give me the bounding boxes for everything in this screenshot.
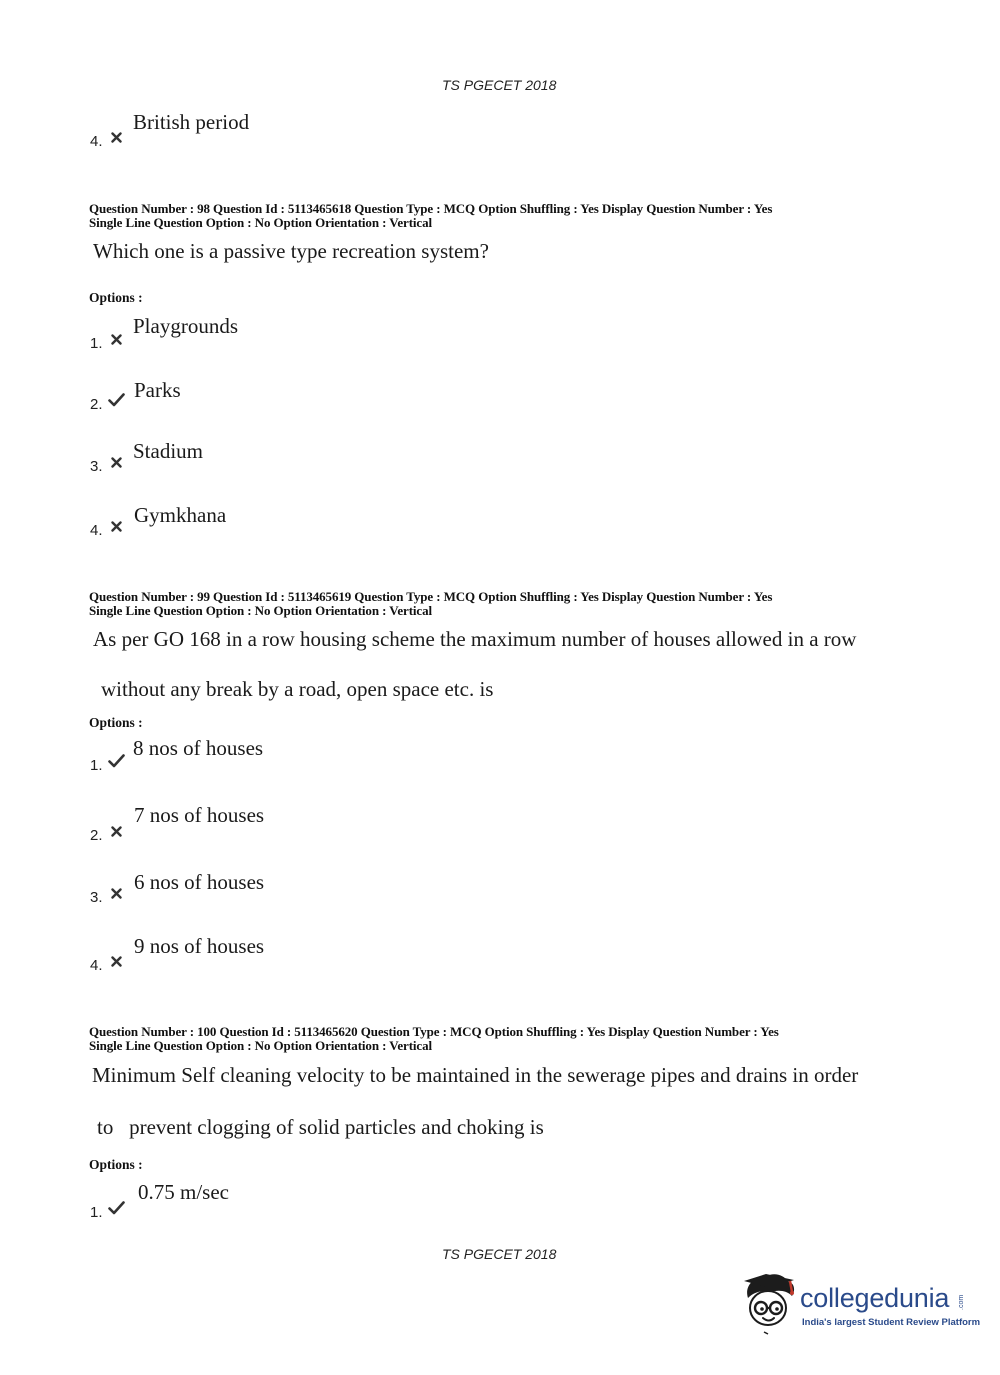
collegedunia-logo [740, 1268, 981, 1340]
option-number: 3. [90, 458, 103, 475]
logo-wordmark: collegedunia [800, 1283, 950, 1313]
wrong-mark-icon [111, 521, 122, 532]
question-text: Which one is a passive type recreation system? [93, 239, 489, 263]
question-meta-line2: Single Line Question Option : No Option Orientation : Vertical [89, 1038, 433, 1053]
wrong-mark-icon [111, 457, 122, 468]
check-mark-icon [108, 393, 125, 407]
question-text-line1: As per GO 168 in a row housing scheme the maximum number of houses allowed in a row [93, 627, 857, 651]
option-number: 1. [90, 335, 103, 352]
question-meta-line1: Question Number : 100 Question Id : 5113465620 Question Type : MCQ Option Shuffling : Yes Display Question Number : Yes [89, 1024, 779, 1039]
option-text: British period [133, 110, 250, 134]
option-number: 2. [90, 396, 103, 413]
question-text-line2: without any break by a road, open space etc. is [101, 677, 494, 701]
wrong-mark-icon [111, 956, 122, 967]
option-number: 4. [90, 522, 103, 539]
option-text: 9 nos of houses [134, 934, 265, 958]
option-text: 6 nos of houses [134, 870, 265, 894]
wrong-mark-icon [111, 334, 122, 345]
question-meta-line1: Question Number : 99 Question Id : 5113465619 Question Type : MCQ Option Shuffling : Yes Display Question Number : Yes [89, 589, 773, 604]
check-mark-icon [108, 754, 125, 768]
page-footer: TS PGECET 2018 [442, 1246, 557, 1262]
page-header: TS PGECET 2018 [442, 77, 557, 93]
question-text-line1: Minimum Self cleaning velocity to be maintained in the sewerage pipes and drains in order [92, 1063, 859, 1087]
option-text: Playgrounds [133, 314, 238, 338]
question-text-line2: to prevent clogging of solid particles and choking is [97, 1115, 544, 1139]
option-text: Gymkhana [134, 503, 227, 527]
option-text: Parks [134, 378, 181, 402]
options-label: Options : [89, 290, 143, 305]
option-number: 3. [90, 889, 103, 906]
logo-dotcom: .com [958, 1294, 965, 1310]
option-text: Stadium [133, 439, 204, 463]
option-text: 8 nos of houses [133, 736, 264, 760]
option-number: 2. [90, 827, 103, 844]
option-number: 1. [90, 757, 103, 774]
question-meta-line2: Single Line Question Option : No Option Orientation : Vertical [89, 603, 433, 618]
option-text: 0.75 m/sec [138, 1180, 229, 1204]
wrong-mark-icon [111, 888, 122, 899]
options-label: Options : [89, 715, 143, 730]
options-label: Options : [89, 1157, 143, 1172]
wrong-mark-icon [111, 826, 122, 837]
option-number: 4. [90, 957, 103, 974]
option-text: 7 nos of houses [134, 803, 265, 827]
question-meta-line2: Single Line Question Option : No Option Orientation : Vertical [89, 215, 433, 230]
question-meta-line1: Question Number : 98 Question Id : 5113465618 Question Type : MCQ Option Shuffling : Yes Display Question Number : Yes [89, 201, 773, 216]
logo-tagline: India's largest Student Review Platform [802, 1317, 981, 1328]
student-mascot-icon [740, 1268, 800, 1343]
option-number: 4. [90, 133, 103, 150]
check-mark-icon [108, 1201, 125, 1215]
wrong-mark-icon [111, 132, 122, 143]
option-number: 1. [90, 1204, 103, 1221]
